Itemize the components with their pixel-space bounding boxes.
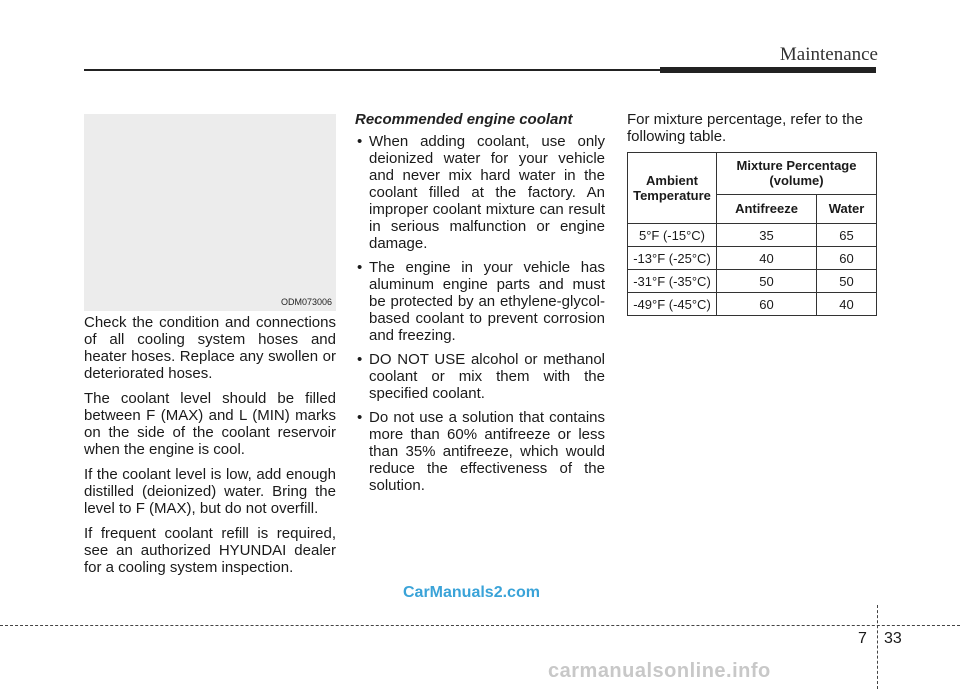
table-row bbox=[628, 224, 877, 247]
table-row bbox=[628, 270, 877, 293]
bullet-icon: • bbox=[357, 259, 363, 276]
coolant-reservoir-photo bbox=[84, 114, 336, 311]
antifreeze-cell: 60 bbox=[717, 293, 817, 316]
antifreeze-cell: 50 bbox=[717, 270, 817, 293]
ambient-temperature-header: Ambient Temperature bbox=[628, 153, 717, 224]
water-cell: 50 bbox=[817, 270, 877, 293]
bullet-icon: • bbox=[357, 351, 363, 368]
paragraph: If the coolant level is low, add enough distilled (deionized) water. Bring the level to F (MAX), but do not overfill. bbox=[84, 466, 336, 517]
paragraph: If frequent coolant refill is required, see an authorized HYUNDAI dealer for a cooling system inspection. bbox=[84, 525, 336, 576]
antifreeze-header: Antifreeze bbox=[717, 194, 817, 223]
paragraph: Check the condition and connections of all cooling system hoses and heater hoses. Replace any swollen or deteriorated hoses. bbox=[84, 314, 336, 382]
antifreeze-cell: 40 bbox=[717, 247, 817, 270]
water-cell: 60 bbox=[817, 247, 877, 270]
section-heading: Recommended engine coolant bbox=[355, 111, 573, 128]
mixture-percentage-header: Mixture Percentage (volume) bbox=[717, 153, 877, 195]
bullet-list bbox=[355, 133, 605, 494]
header-rule-accent bbox=[660, 67, 876, 73]
page-section-number: 7 bbox=[858, 630, 867, 647]
antifreeze-cell: 35 bbox=[717, 224, 817, 247]
table-row bbox=[628, 247, 877, 270]
footer-watermark: carmanualsonline.info bbox=[548, 660, 771, 682]
right-column bbox=[627, 111, 877, 153]
figure-code: ODM073006 bbox=[280, 297, 332, 307]
list-item-text: The engine in your vehicle has aluminum engine parts and must be protected by an ethylene-glycol-based coolant to prevent corrosion and freezing. bbox=[369, 259, 605, 344]
water-cell: 65 bbox=[817, 224, 877, 247]
coolant-mixture-table bbox=[627, 152, 877, 316]
list-item-text: Do not use a solution that contains more than 60% antifreeze or less than 35% antifreeze, which would reduce the effectiveness of the solution. bbox=[369, 409, 605, 494]
footer-divider bbox=[877, 605, 878, 689]
temperature-cell: 5°F (-15°C) bbox=[628, 224, 717, 247]
temperature-cell: -31°F (-35°C) bbox=[628, 270, 717, 293]
water-header: Water bbox=[817, 194, 877, 223]
list-item bbox=[355, 259, 605, 344]
temperature-cell: -49°F (-45°C) bbox=[628, 293, 717, 316]
watermark-link[interactable]: CarManuals2.com bbox=[403, 584, 540, 601]
list-item bbox=[355, 409, 605, 494]
list-item-text: DO NOT USE alcohol or methanol coolant or mix them with the specified coolant. bbox=[369, 351, 605, 402]
list-item-text: When adding coolant, use only deionized water for your vehicle and never mix hard water in the coolant filled at the factory. An improper coolant mixture can result in serious malfunction or engine damage. bbox=[369, 133, 605, 252]
temperature-cell: -13°F (-25°C) bbox=[628, 247, 717, 270]
water-cell: 40 bbox=[817, 293, 877, 316]
bullet-icon: • bbox=[357, 133, 363, 150]
middle-column bbox=[355, 111, 605, 501]
list-item bbox=[355, 351, 605, 402]
footer-rule bbox=[0, 625, 960, 626]
bullet-icon: • bbox=[357, 409, 363, 426]
paragraph: The coolant level should be filled between F (MAX) and L (MIN) marks on the side of the coolant reservoir when the engine is cool. bbox=[84, 390, 336, 458]
left-column bbox=[84, 314, 336, 584]
table-intro: For mixture percentage, refer to the following table. bbox=[627, 111, 863, 145]
section-title: Maintenance bbox=[779, 44, 878, 65]
table-row bbox=[628, 293, 877, 316]
page-number: 33 bbox=[884, 630, 902, 647]
list-item bbox=[355, 133, 605, 252]
